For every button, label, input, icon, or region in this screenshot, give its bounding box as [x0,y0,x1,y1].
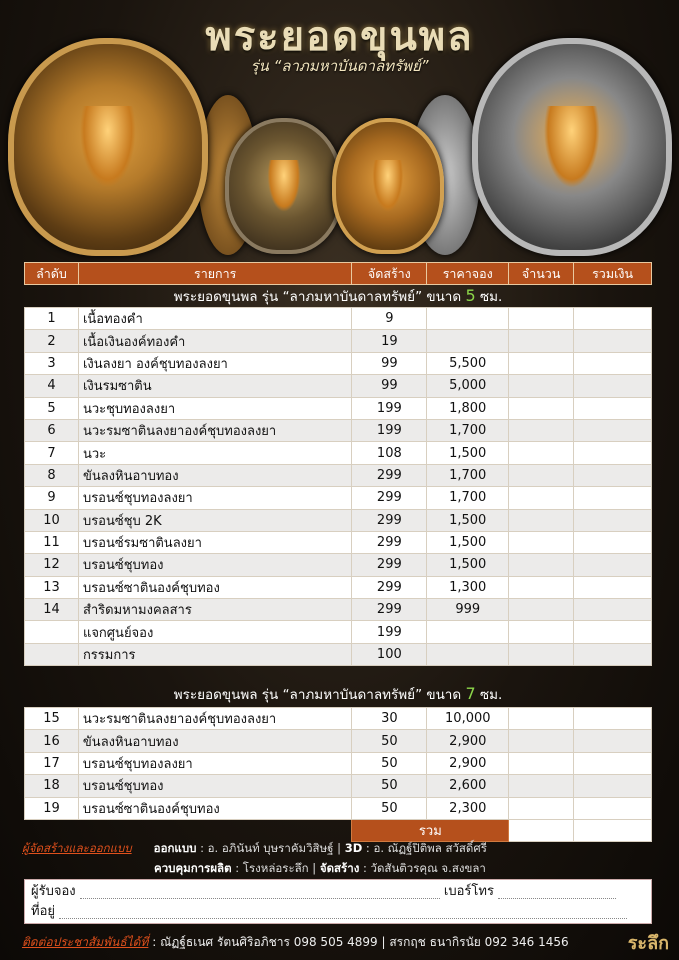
row-made: 99 [352,352,427,374]
row-qty-cell[interactable] [509,708,574,730]
row-qty-cell[interactable] [509,621,574,643]
row-item: บรอนซ์ชุบทอง [78,554,351,576]
phone-field[interactable] [498,885,616,899]
row-item: นวะรมซาตินลงยาองค์ชุบทองลงยา [78,419,351,441]
row-made: 199 [352,419,427,441]
row-price: 1,700 [427,419,509,441]
row-qty-cell[interactable] [509,330,574,352]
row-qty-cell[interactable] [509,397,574,419]
row-total-cell[interactable] [574,397,652,419]
row-number: 11 [25,531,79,553]
total-amount-cell[interactable] [574,819,652,841]
row-made: 299 [352,554,427,576]
row-item: บรอนซ์ชุบ 2K [78,509,351,531]
row-price: 10,000 [427,708,509,730]
row-qty-cell[interactable] [509,509,574,531]
table-row [25,599,652,621]
table-row [25,576,652,598]
row-item: บรอนซ์ซาตินองค์ชุบทอง [78,797,352,819]
row-total-cell[interactable] [574,442,652,464]
row-number: 3 [25,352,79,374]
row-number: 1 [25,308,79,330]
row-number: 2 [25,330,79,352]
total-label: รวม [352,819,509,841]
col-header-item: รายการ [78,263,351,285]
table-row [25,509,652,531]
row-made: 50 [352,775,427,797]
row-number: 14 [25,599,79,621]
contact-info [22,933,569,952]
designer: อ. อภินันท์ บุษราคัมวิสิษฐ์ [207,841,334,855]
table-row [25,464,652,486]
amulet-image-bronze [225,118,343,254]
row-price: 2,300 [427,797,509,819]
row-price: 5,000 [427,375,509,397]
row-made: 199 [352,397,427,419]
row-total-cell[interactable] [574,599,652,621]
row-made: 50 [352,730,427,752]
col-header-price: ราคาจอง [427,263,509,285]
contact-text: : ณัฏฐ์ธเนศ รัตนศิริอภิชาร 098 505 4899 | สรกฤช ธนากิรนัย 092 346 1456 [152,935,569,949]
table-row [25,531,652,553]
row-price: 1,700 [427,487,509,509]
row-price [427,308,509,330]
table-row [25,487,652,509]
row-qty-cell[interactable] [509,442,574,464]
table-row [25,775,652,797]
table-row [25,419,652,441]
row-item: เงินรมซาติน [78,375,351,397]
row-qty-cell[interactable] [509,352,574,374]
build-label: จัดสร้าง [319,861,360,875]
foundry: โรงหล่อระลึก [242,861,309,875]
row-made: 50 [352,797,427,819]
row-made: 50 [352,752,427,774]
row-total-cell[interactable] [574,643,652,665]
row-price: 1,300 [427,576,509,598]
row-made: 108 [352,442,427,464]
row-price [427,643,509,665]
row-number: 8 [25,464,79,486]
table-row [25,797,652,819]
brand-logo: ระลึก [627,933,669,954]
row-price: 2,900 [427,730,509,752]
total-qty-cell[interactable] [509,819,574,841]
section-heading: พระยอดขุนพล รุ่น “ลาภมหาบันดาลทรัพย์” ขนาด 7 ซม. [173,684,503,703]
col-header-no: ลำดับ [25,263,79,285]
row-item: นวะชุบทองลงยา [78,397,351,419]
row-price: 1,800 [427,397,509,419]
row-price: 1,500 [427,531,509,553]
row-number: 7 [25,442,79,464]
row-item: บรอนซ์ชุบทอง [78,775,352,797]
row-qty-cell[interactable] [509,464,574,486]
row-made: 299 [352,599,427,621]
row-item: บรอนซ์รมซาตินลงยา [78,531,351,553]
table-row [25,708,652,730]
price-table-7cm [24,685,652,842]
row-made: 30 [352,708,427,730]
row-number: 18 [25,775,79,797]
row-qty-cell[interactable] [509,752,574,774]
row-number: 12 [25,554,79,576]
3d-designer: อ. ณัฏฐ์ปิติพล สวัสดิ์ศรี [373,841,487,855]
contact-label: ติดต่อประชาสัมพันธ์ได้ที่ [22,935,149,949]
row-item: เนื้อทองคำ [78,308,351,330]
row-total-cell[interactable] [574,375,652,397]
amulet-image-enamel [332,118,444,254]
row-made: 199 [352,621,427,643]
row-number: 10 [25,509,79,531]
row-price: 999 [427,599,509,621]
order-form [24,879,652,924]
row-item: บรอนซ์ชุบทองลงยา [78,487,351,509]
row-total-cell[interactable] [574,308,652,330]
row-number: 4 [25,375,79,397]
row-total-cell[interactable] [574,752,652,774]
price-table-5cm [24,262,652,666]
row-item: บรอนซ์ซาตินองค์ชุบทอง [78,576,351,598]
phone-label: เบอร์โทร [443,884,494,899]
row-qty-cell[interactable] [509,797,574,819]
table-row [25,397,652,419]
row-item: สำริดมหามงคลสาร [78,599,351,621]
row-total-cell[interactable] [574,509,652,531]
row-total-cell[interactable] [574,419,652,441]
row-qty-cell[interactable] [509,599,574,621]
row-made: 299 [352,464,427,486]
row-qty-cell[interactable] [509,643,574,665]
table-row [25,752,652,774]
row-qty-cell[interactable] [509,308,574,330]
credits-label: ผู้จัดสร้างและออกแบบ [22,841,132,855]
row-made: 19 [352,330,427,352]
table-row [25,442,652,464]
row-number: 5 [25,397,79,419]
row-total-cell[interactable] [574,708,652,730]
temple: วัดสันติวรคุณ จ.สงขลา [370,861,486,875]
row-number: 15 [25,708,79,730]
table-row [25,352,652,374]
credits: ผู้จัดสร้างและออกแบบ ออกแบบ : อ. อภินันท์ บุษราคัมวิสิษฐ์ | 3D : อ. ณัฏฐ์ปิติพล สวัสดิ์ศรี ควบคุมการผลิต : โรงหล่อระลึก | จัดสร้าง : วัดสันติวรคุณ จ.สงขลา [22,838,487,878]
row-item: เงินลงยา องค์ชุบทองลงยา [78,352,351,374]
row-made: 100 [352,643,427,665]
row-price: 1,500 [427,554,509,576]
row-total-cell[interactable] [574,576,652,598]
row-number: 19 [25,797,79,819]
row-number [25,643,79,665]
table-row [25,554,652,576]
row-total-cell[interactable] [574,730,652,752]
table-row [25,643,652,665]
row-total-cell[interactable] [574,330,652,352]
row-number: 6 [25,419,79,441]
table-row [25,308,652,330]
row-number: 13 [25,576,79,598]
row-made: 9 [352,308,427,330]
row-item: ขันลงหินอาบทอง [78,464,351,486]
row-made: 299 [352,509,427,531]
design-label: ออกแบบ [153,841,197,855]
row-price [427,621,509,643]
row-price: 1,700 [427,464,509,486]
table-row [25,730,652,752]
row-price: 2,900 [427,752,509,774]
col-header-qty: จำนวน [509,263,574,285]
row-qty-cell[interactable] [509,419,574,441]
table-row [25,375,652,397]
page-subtitle: รุ่น “ลาภมหาบันดาลทรัพย์” [250,57,429,75]
row-price [427,330,509,352]
row-qty-cell[interactable] [509,576,574,598]
address-field[interactable] [59,905,627,919]
separator: | [312,861,317,875]
row-price: 1,500 [427,442,509,464]
col-header-made: จัดสร้าง [352,263,427,285]
row-total-cell[interactable] [574,464,652,486]
row-total-cell[interactable] [574,487,652,509]
table-row [25,330,652,352]
row-item: เนื้อเงินองค์ทองคำ [78,330,351,352]
row-number [25,621,79,643]
row-item: นวะ [78,442,351,464]
row-qty-cell[interactable] [509,554,574,576]
control-label: ควบคุมการผลิต [154,861,232,875]
3d-label: 3D [344,841,363,855]
row-made: 299 [352,531,427,553]
row-made: 99 [352,375,427,397]
page-title: พระยอดขุนพล [205,13,474,60]
row-total-cell[interactable] [574,352,652,374]
row-qty-cell[interactable] [509,375,574,397]
col-header-total: รวมเงิน [574,263,652,285]
row-qty-cell[interactable] [509,487,574,509]
row-total-cell[interactable] [574,775,652,797]
name-field[interactable] [80,885,440,899]
separator: | [337,841,342,855]
row-price: 1,500 [427,509,509,531]
row-item: บรอนซ์ชุบทองลงยา [78,752,352,774]
row-price: 2,600 [427,775,509,797]
row-number: 9 [25,487,79,509]
row-total-cell[interactable] [574,531,652,553]
row-item: ขันลงหินอาบทอง [78,730,352,752]
row-item: แจกศูนย์จอง [78,621,351,643]
row-qty-cell[interactable] [509,531,574,553]
hero-banner [0,0,679,258]
row-total-cell[interactable] [574,797,652,819]
row-item: กรรมการ [78,643,351,665]
row-price: 5,500 [427,352,509,374]
row-item: นวะรมซาตินลงยาองค์ชุบทองลงยา [78,708,352,730]
row-qty-cell[interactable] [509,775,574,797]
row-number: 16 [25,730,79,752]
row-made: 299 [352,487,427,509]
table-row [25,621,652,643]
address-label: ที่อยู่ [31,904,55,919]
row-number: 17 [25,752,79,774]
row-total-cell[interactable] [574,621,652,643]
name-label: ผู้รับจอง [31,884,76,899]
row-made: 299 [352,576,427,598]
row-qty-cell[interactable] [509,730,574,752]
section-heading: พระยอดขุนพล รุ่น “ลาภมหาบันดาลทรัพย์” ขนาด 5 ซม. [173,286,503,305]
row-total-cell[interactable] [574,554,652,576]
